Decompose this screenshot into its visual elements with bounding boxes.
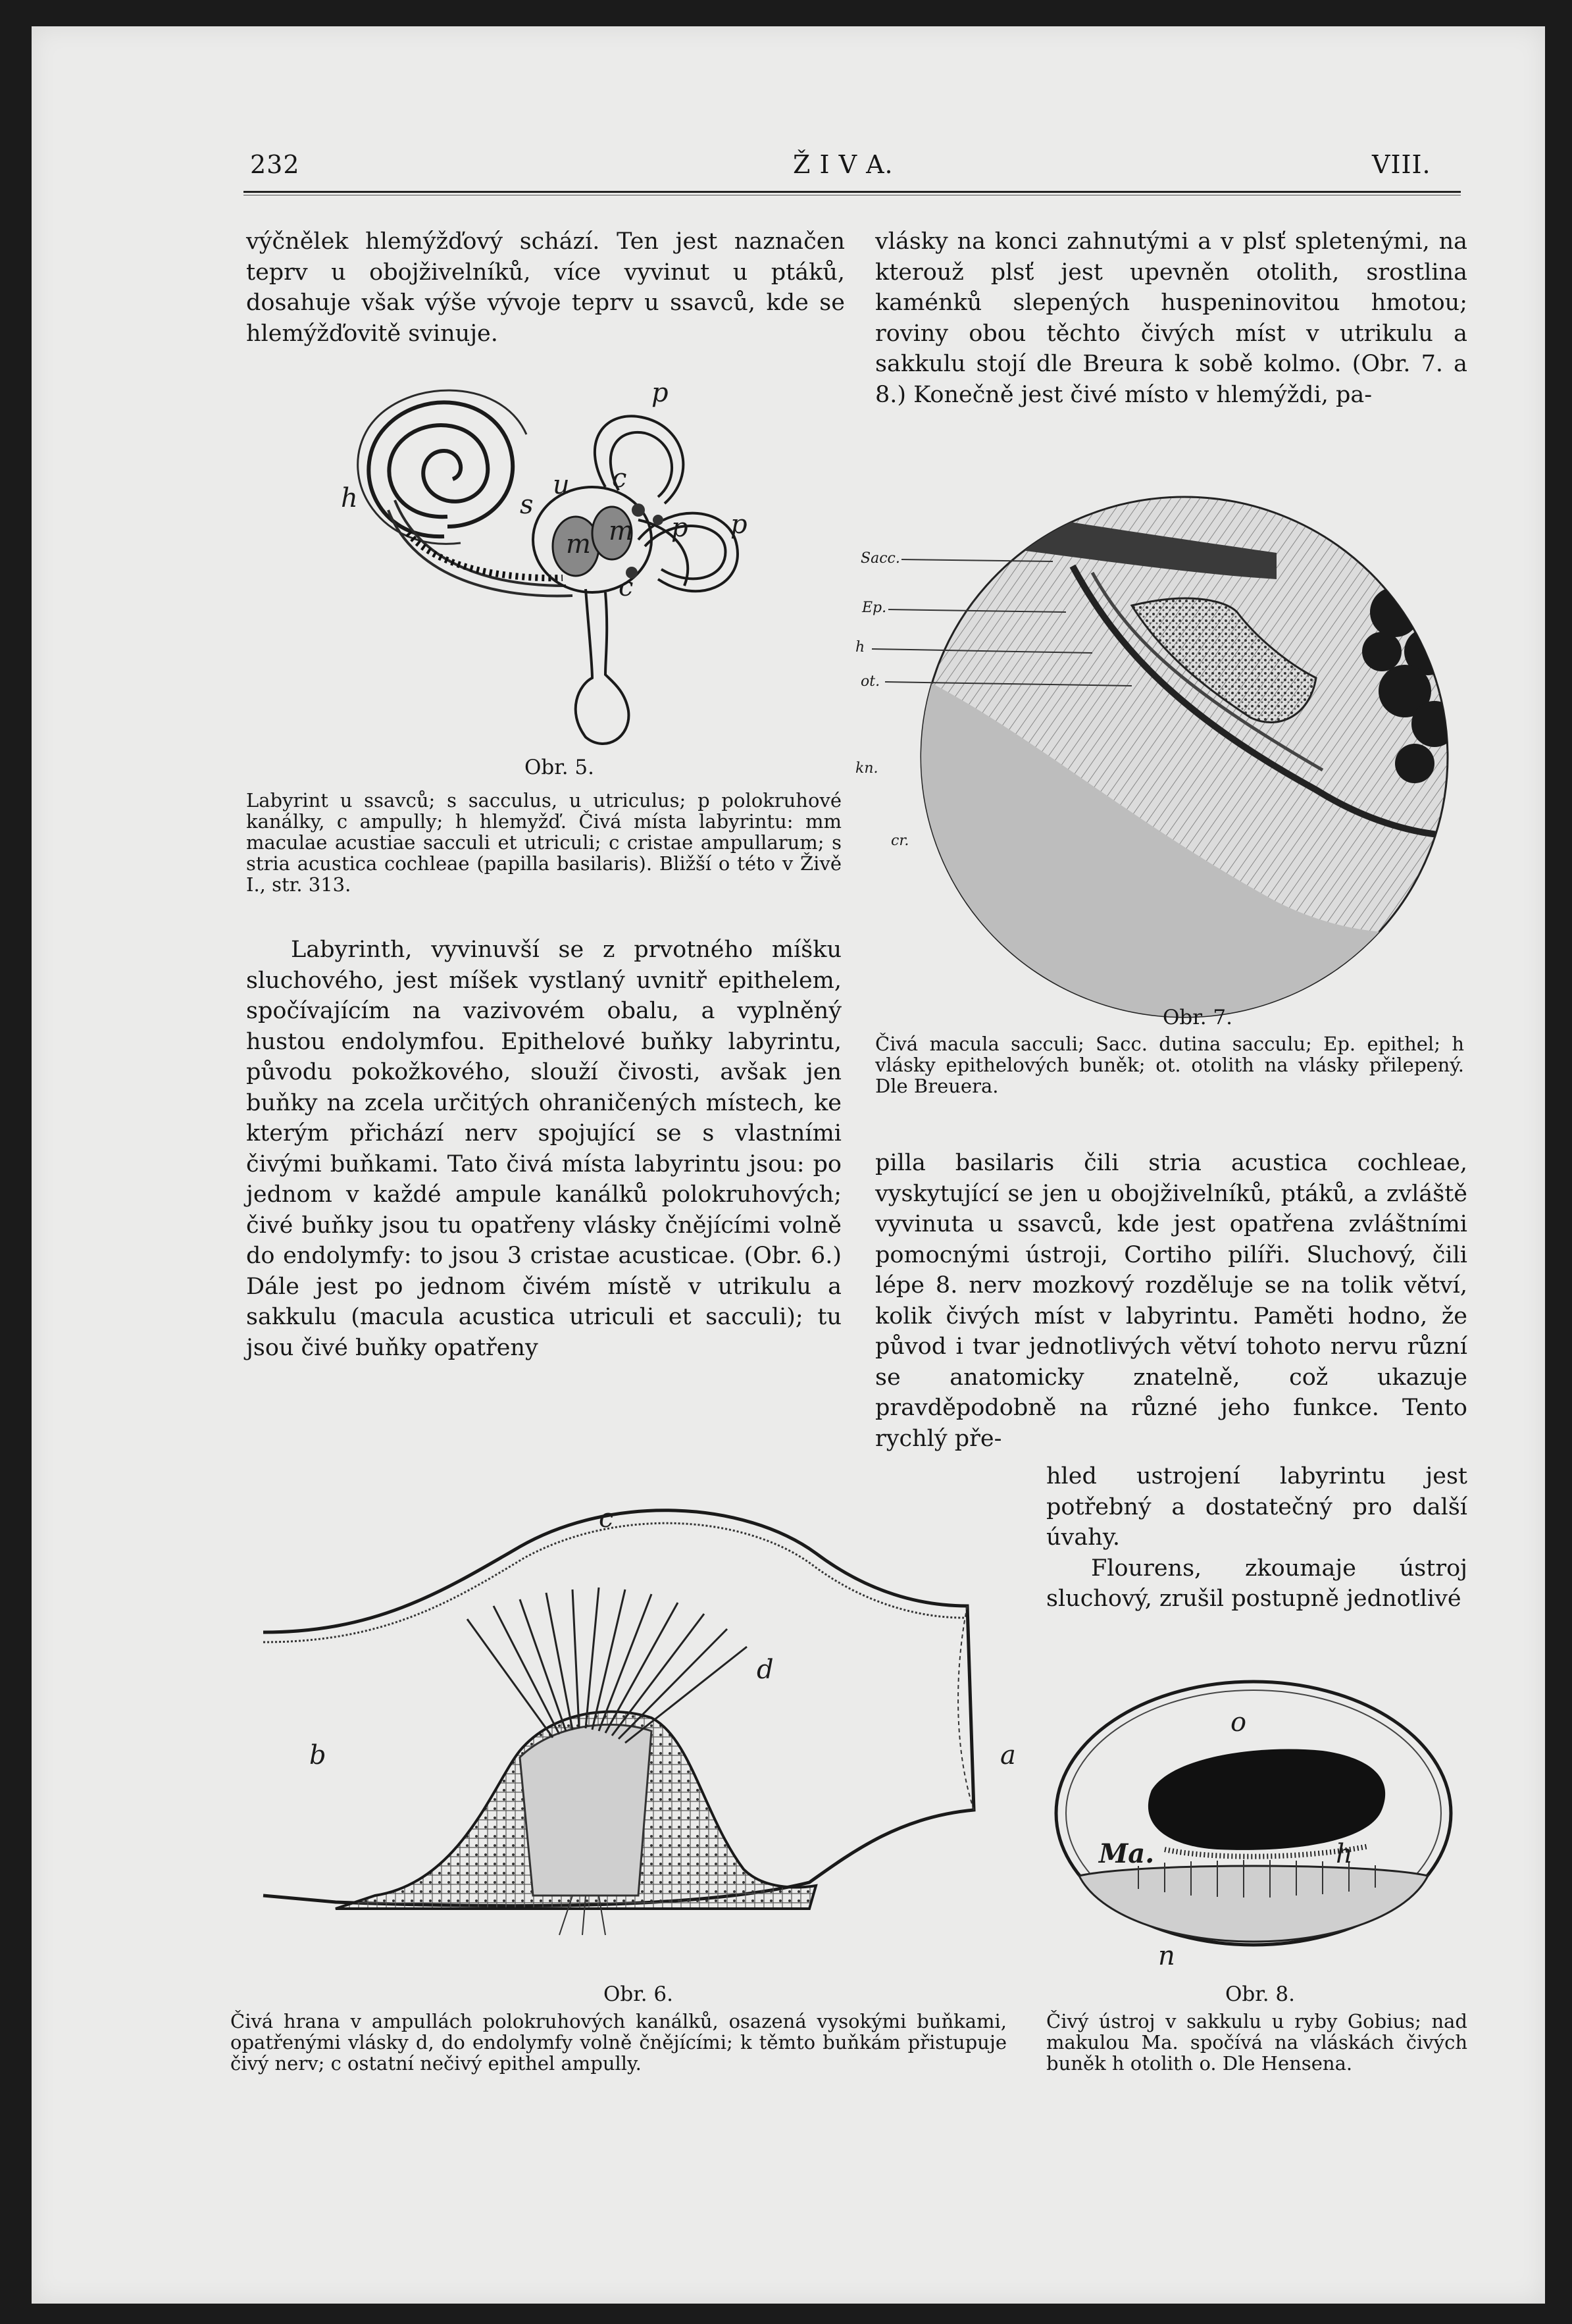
fig7-title: Obr. 7.: [1163, 1006, 1232, 1029]
fig5-label-c: c: [612, 463, 627, 494]
fig8-label-n: n: [1158, 1941, 1175, 1971]
fig6-label-b: b: [309, 1740, 326, 1770]
fig8-title: Obr. 8.: [1225, 1982, 1295, 2006]
fig5-label-h: h: [341, 483, 358, 513]
fig5-label-p2: p: [671, 513, 688, 543]
fig5-label-s: s: [520, 490, 534, 520]
fig6-title: Obr. 6.: [603, 1982, 673, 2006]
right-intro: [875, 226, 1467, 410]
left-main-text: Labyrinth, vyvinuvší se z prvotného míšku sluchového, jest míšek vystlaný uvnitř epithelem, spočívajícím na vazivovém obalu, a vyplněný hustou endolymfou. Epithelové buňky labyrintu, původu pokožkového, slouží čivosti, avšak jen buňky na zcela určitých ohraničených místech, ke kterým přichází nerv spojující se s vlastními čivými buňkami. Tato čivá místa labyrintu jsou: po jednom v každé ampule kanálků polokruhových; čivé buňky jsou tu opatřeny vlásky čnějícími volně do endolymfy: to jsou 3 cristae acusticae. (Obr. 6.) Dále jest po jednom čivém místě v utrikulu a sakkulu (macula acustica utriculi et sacculi); tu jsou čivé buňky opatřeny: [246, 937, 842, 1361]
fig8-label-ma: Ma.: [1099, 1838, 1155, 1869]
right-wrap: [1046, 1461, 1467, 1614]
fig5-label-p: p: [651, 378, 669, 408]
right-main-text: pilla basilaris čili stria acustica cochleae, vyskytující se jen u obojživelníků, ptáků, a zvláště vyvinuta u ssavců, kde jest opatřena zvláštními pomocnými ústroji, Cortiho pilíři. Sluchový, čili lépe 8. nerv mozkový rozděluje se na tolik větví, kolik čivých míst v labyrintu. Paměti hodno, že původ i tvar jednotlivých větví tohoto nervu různí se anatomicky znatelně, což ukazuje pravděpodobně na různé jeho funkce. Tento rychlý pře-: [875, 1150, 1467, 1452]
left-main: [246, 935, 842, 1363]
fig7-label-ep: Ep.: [862, 600, 887, 616]
fig7-label-ot: ot.: [861, 673, 880, 690]
fig5-caption: Labyrint u ssavců; s sacculus, u utriculus; p polokruhové kanálky, c ampully; h hlemyžď. Čivá místa labyrintu: mm maculae acustiae sacculi et utriculi; c cristae ampullarum; s stria acustica cochleae (papilla basilaris). Bližší o této v Živě I., str. 313.: [246, 789, 842, 896]
right-main: [875, 1148, 1467, 1454]
fig5-label-u: u: [553, 470, 570, 500]
fig6-label-d: d: [757, 1655, 774, 1685]
right-intro-text: vlásky na konci zahnutými a v plsť spletenými, na kterouž plsť jest upevněn otolith, srostlina kaménků slepených huspeninovitou hmotou; roviny obou těchto čivých míst v utrikulu a sakkulu stojí dle Breura k sobě kolmo. (Obr. 7. a 8.) Konečně jest čivé místo v hlemýždi, pa-: [875, 228, 1467, 408]
fig5-label-c2: c: [619, 572, 634, 602]
fig5-label-m: m: [566, 529, 591, 559]
fig5-title: Obr. 5.: [524, 756, 594, 779]
volume-number: VIII.: [1372, 150, 1431, 179]
page-number: 232: [250, 150, 300, 179]
figure-8-gobius: [1040, 1665, 1467, 1975]
fig5-label-m2: m: [609, 516, 634, 546]
figure-7-macula-sacculi: [855, 480, 1461, 1027]
right-wrap-text: hled ustrojení labyrintu jest potřebný a dostatečný pro další úvahy.: [1046, 1463, 1467, 1551]
fig7-label-sacc: Sacc.: [861, 550, 900, 567]
fig7-caption: Čivá macula sacculi; Sacc. dutina sacculu; Ep. epithel; h vlásky epithelových buněk; ot. otolith na vlásky přilepený. Dle Breuera.: [875, 1033, 1464, 1097]
fig6-label-a: a: [1000, 1740, 1016, 1770]
fig6-caption: Čivá hrana v ampullách polokruhových kanálků, osazená vysokými buňkami, opatřenými vlásky d, do endolymfy volně čnějícími; k těmto buňkám přistupuje čivý nerv; c ostatní nečivý epithel ampully.: [230, 2010, 1007, 2075]
fig7-label-kn: kn.: [855, 760, 878, 777]
fig8-label-h: h: [1336, 1839, 1353, 1869]
right-para3-text: Flourens, zkoumaje ústroj sluchový, zrušil postupně jednotlivé: [1046, 1555, 1467, 1612]
running-title: Ž I V A.: [793, 150, 894, 179]
fig8-caption: Čivý ústroj v sakkulu u ryby Gobius; nad makulou Ma. spočívá na vláskách čivých buněk h otolith o. Dle Hensena.: [1046, 2010, 1467, 2075]
fig5-label-p3: p: [730, 509, 748, 540]
fig6-label-c: c: [599, 1503, 614, 1534]
figure-5-labyrinth: [329, 369, 790, 757]
fig7-label-h: h: [855, 639, 865, 656]
header-rule: [243, 191, 1461, 193]
figure-6-crista: [243, 1474, 1053, 1948]
fig7-label-cr: cr.: [891, 833, 909, 849]
left-intro-text: výčnělek hlemýžďový schází. Ten jest naznačen teprv u obojživelníků, více vyvinut u ptáků, dosahuje však výše vývoje teprv u ssavců, kde se hlemýžďovitě svinuje.: [246, 228, 845, 347]
left-intro: [246, 226, 845, 349]
fig8-label-o: o: [1230, 1707, 1247, 1738]
